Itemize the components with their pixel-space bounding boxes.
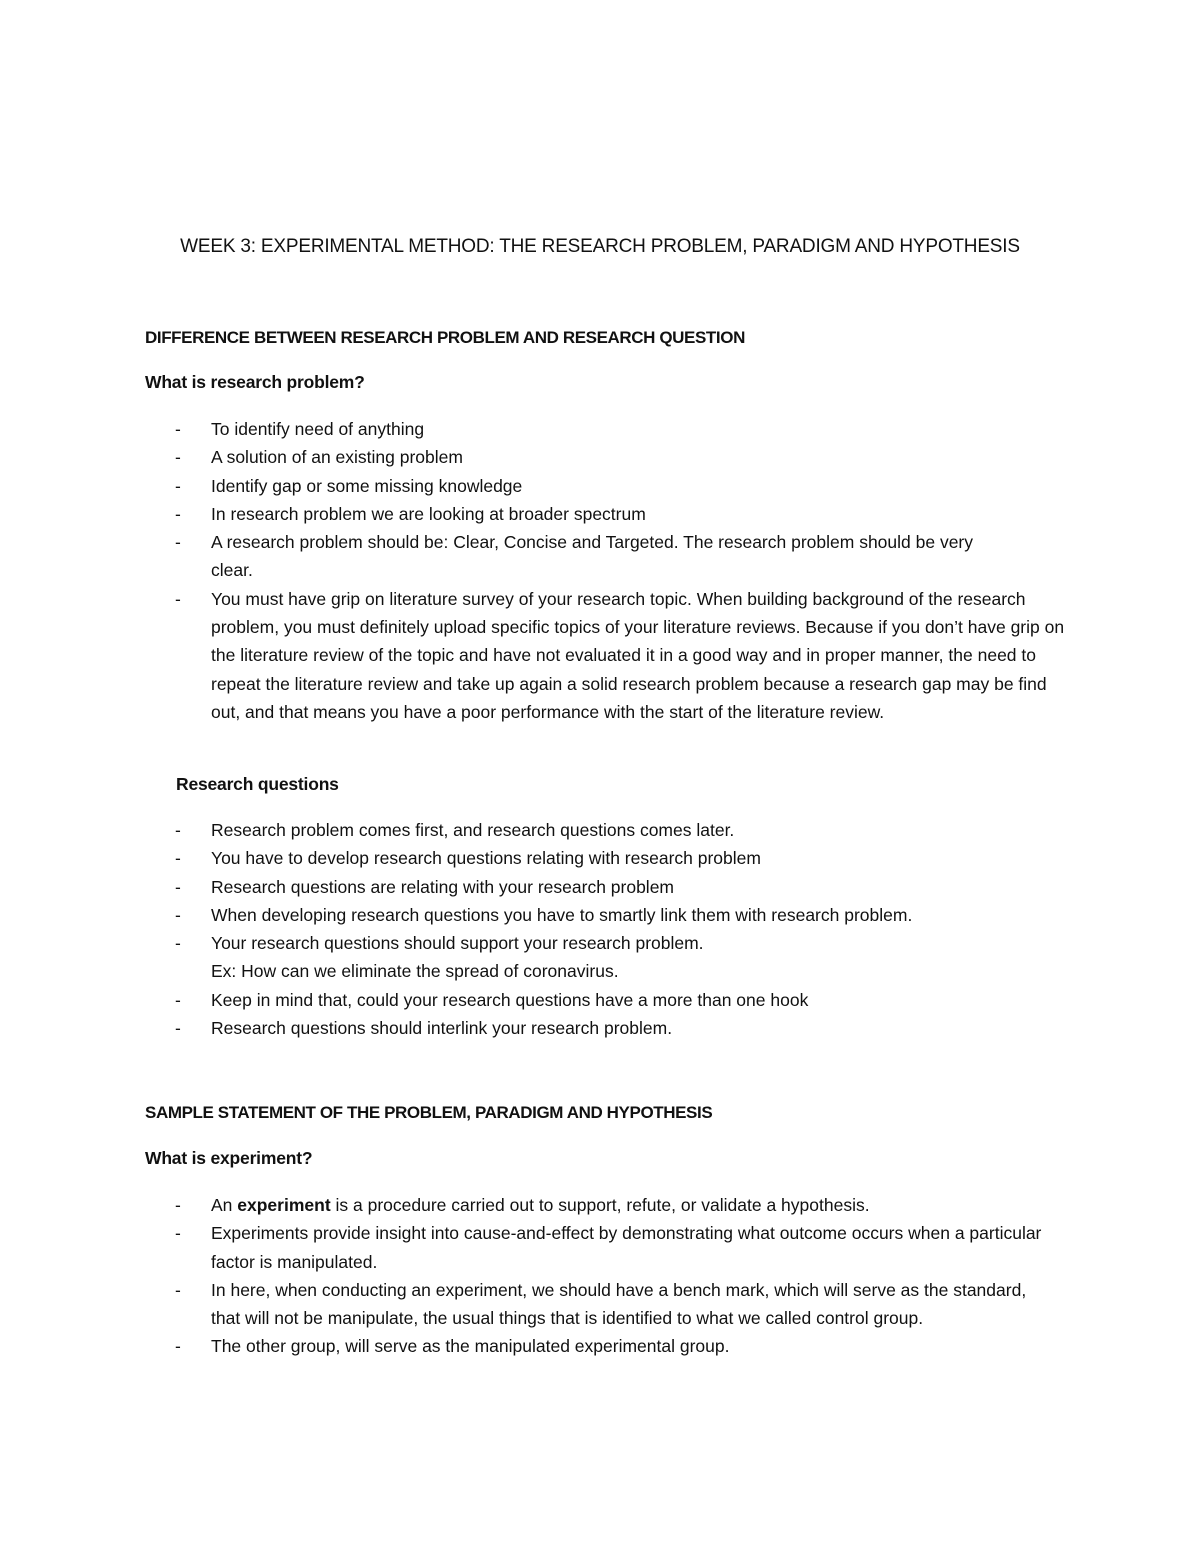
dash-bullet: - bbox=[175, 475, 181, 496]
dash-bullet: - bbox=[175, 503, 181, 524]
dash-bullet: - bbox=[175, 447, 181, 468]
dash-bullet: - bbox=[175, 1336, 181, 1357]
dash-bullet: - bbox=[175, 1018, 181, 1039]
list-item: - Research questions are relating with your research problem bbox=[145, 873, 1065, 901]
example-text: Ex: How can we eliminate the spread of coronavirus. bbox=[211, 961, 619, 982]
dash-bullet: - bbox=[175, 876, 181, 897]
list-item: - When developing research questions you have to smartly link them with research problem. bbox=[145, 901, 1065, 929]
list-item: - An experiment is a procedure carried out to support, refute, or validate a hypothesis. bbox=[145, 1191, 1065, 1219]
list-item: - In research problem we are looking at broader spectrum bbox=[145, 500, 1065, 528]
bold-term-experiment: experiment bbox=[237, 1195, 331, 1215]
list-item: - You must have grip on literature survey of your research topic. When building background of the research problem, you must definitely upload specific topics of your literature reviews. Because if you don’t have grip on the literature review of the topic and have not evaluated it in a good way and in proper manner, the need to repeat the literature review and take up again a solid research problem because a research gap may be find out, and that means you have a poor performance with the start of the literature review. bbox=[145, 585, 1065, 726]
section-heading-sample-statement: SAMPLE STATEMENT OF THE PROBLEM, PARADIGM AND HYPOTHESIS bbox=[145, 1103, 713, 1122]
list-item: - The other group, will serve as the manipulated experimental group. bbox=[145, 1332, 1065, 1360]
list-item: - To identify need of anything bbox=[145, 415, 1065, 443]
dash-bullet: - bbox=[175, 989, 181, 1010]
list-item: - A research problem should be: Clear, Concise and Targeted. The research problem should be very clear. bbox=[145, 528, 991, 585]
dash-bullet: - bbox=[175, 933, 181, 954]
list-item: - You have to develop research questions relating with research problem bbox=[145, 844, 1065, 872]
list-item: - Experiments provide insight into cause-and-effect by demonstrating what outcome occurs when a particular factor is manipulated. bbox=[145, 1219, 1065, 1276]
dash-bullet: - bbox=[175, 419, 181, 439]
list-item: - Research problem comes first, and research questions comes later. bbox=[145, 816, 1065, 844]
dash-bullet: - bbox=[175, 848, 181, 869]
subheading-what-is-experiment: What is experiment? bbox=[145, 1148, 313, 1168]
list-item: - A solution of an existing problem bbox=[145, 443, 1065, 471]
dash-bullet: - bbox=[175, 1195, 181, 1215]
subheading-what-is-research-problem: What is research problem? bbox=[145, 372, 365, 392]
document-title: WEEK 3: EXPERIMENTAL METHOD: THE RESEARCH PROBLEM, PARADIGM AND HYPOTHESIS bbox=[180, 236, 1020, 257]
research-questions-list bbox=[145, 816, 1065, 1042]
subheading-research-questions: Research questions bbox=[176, 774, 339, 794]
dash-bullet: - bbox=[175, 1279, 181, 1300]
list-item: - Your research questions should support your research problem. Ex: How can we eliminate the spread of coronavirus. bbox=[145, 929, 1065, 986]
dash-bullet: - bbox=[175, 904, 181, 925]
dash-bullet: - bbox=[175, 588, 181, 609]
dash-bullet: - bbox=[175, 820, 181, 840]
section-heading-difference: DIFFERENCE BETWEEN RESEARCH PROBLEM AND RESEARCH QUESTION bbox=[145, 328, 745, 347]
experiment-list bbox=[145, 1191, 1065, 1361]
research-problem-list bbox=[145, 415, 1065, 726]
list-item: - Research questions should interlink your research problem. bbox=[145, 1014, 1065, 1042]
list-item: - Keep in mind that, could your research questions have a more than one hook bbox=[145, 986, 1065, 1014]
dash-bullet: - bbox=[175, 532, 181, 553]
dash-bullet: - bbox=[175, 1223, 181, 1244]
list-item: - In here, when conducting an experiment, we should have a bench mark, which will serve as the standard, that will not be manipulate, the usual things that is identified to what we called control group. bbox=[145, 1276, 1056, 1333]
list-item: - Identify gap or some missing knowledge bbox=[145, 472, 1065, 500]
